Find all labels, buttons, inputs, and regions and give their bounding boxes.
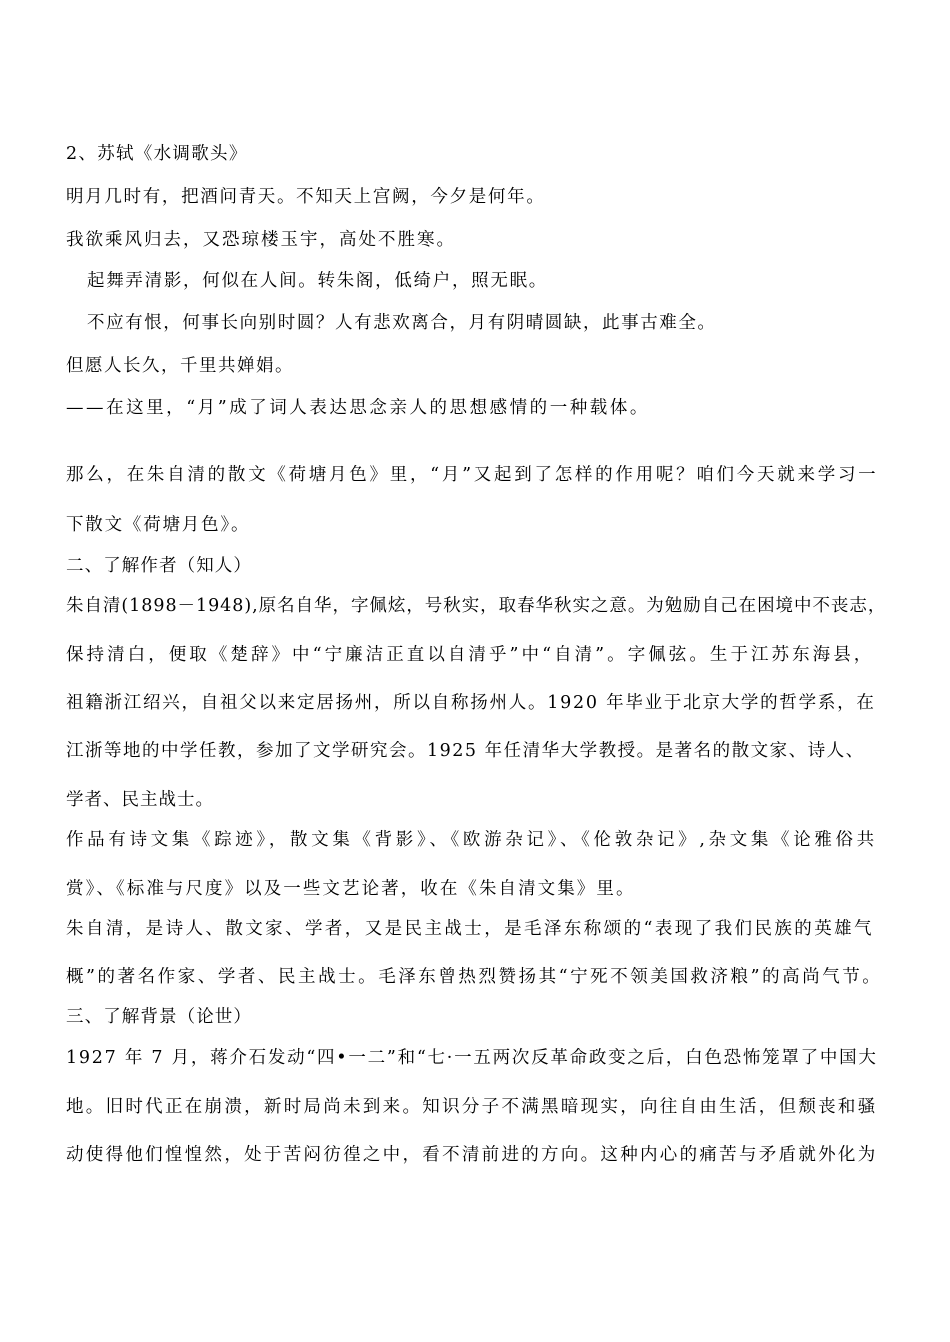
paragraph-line: 概”的著名作家、学者、民主战士。毛泽东曾热烈赞扬其“宁死不领美国救济粮”的高尚气节。	[66, 967, 883, 987]
section-heading: 二、了解作者（知人）	[66, 556, 252, 576]
poem-line: 但愿人长久，千里共婵娟。	[66, 356, 294, 376]
paragraph-line: 学者、民主战士。	[66, 790, 214, 810]
poem-line: 不应有恨，何事长向别时圆？人有悲欢离合，月有阴晴圆缺，此事古难全。	[87, 313, 717, 333]
paragraph-line: 赏》、《标准与尺度》以及一些文艺论著，收在《朱自清文集》里。	[66, 879, 636, 899]
paragraph-line: 祖籍浙江绍兴，自祖父以来定居扬州，所以自称扬州人。1920 年毕业于北京大学的哲学系，在	[66, 693, 876, 713]
paragraph-line: 朱自清(1898－1948),原名自华，字佩炫，号秋实，取春华秋实之意。为勉励自己在困境中不丧志，	[66, 596, 887, 616]
poem-line: 起舞弄清影，何似在人间。转朱阁，低绮户，照无眠。	[87, 271, 548, 291]
paragraph-line: 作品有诗文集《踪迹》，散文集《背影》、《欧游杂记》、《伦敦杂记》,杂文集《论雅俗共	[66, 830, 878, 850]
poem-comment: ——在这里，“月”成了词人表达思念亲人的思想感情的一种载体。	[66, 398, 650, 418]
paragraph-line: 1927 年 7 月，蒋介石发动“四•一二”和“七·一五两次反革命政变之后，白色恐怖笼罩了中国大	[66, 1048, 878, 1068]
paragraph-line: 地。旧时代正在崩溃，新时局尚未到来。知识分子不满黑暗现实，向往自由生活，但颓丧和骚	[66, 1097, 878, 1117]
paragraph-line: 朱自清，是诗人、散文家、学者，又是民主战士，是毛泽东称颂的“表现了我们民族的英雄气	[66, 919, 874, 939]
paragraph-line: 那么，在朱自清的散文《荷塘月色》里，“月”又起到了怎样的作用呢？咱们今天就来学习一	[66, 465, 879, 485]
paragraph-line: 下散文《荷塘月色》。	[66, 515, 251, 535]
poem-heading: 2、苏轼《水调歌头》	[66, 144, 248, 164]
paragraph-line: 保持清白，便取《楚辞》中“宁廉洁正直以自清乎”中“自清”。字佩弦。生于江苏东海县，	[66, 645, 875, 665]
poem-line: 明月几时有，把酒问青天。不知天上宫阙，今夕是何年。	[66, 187, 546, 207]
paragraph-line: 动使得他们惶惶然，处于苦闷彷徨之中，看不清前进的方向。这种内心的痛苦与矛盾就外化为	[66, 1145, 878, 1165]
section-heading: 三、了解背景（论世）	[66, 1007, 252, 1027]
poem-line: 我欲乘风归去，又恐琼楼玉宇，高处不胜寒。	[66, 230, 456, 250]
paragraph-line: 江浙等地的中学任教，参加了文学研究会。1925 年任清华大学教授。是著名的散文家、诗人、	[66, 741, 865, 761]
